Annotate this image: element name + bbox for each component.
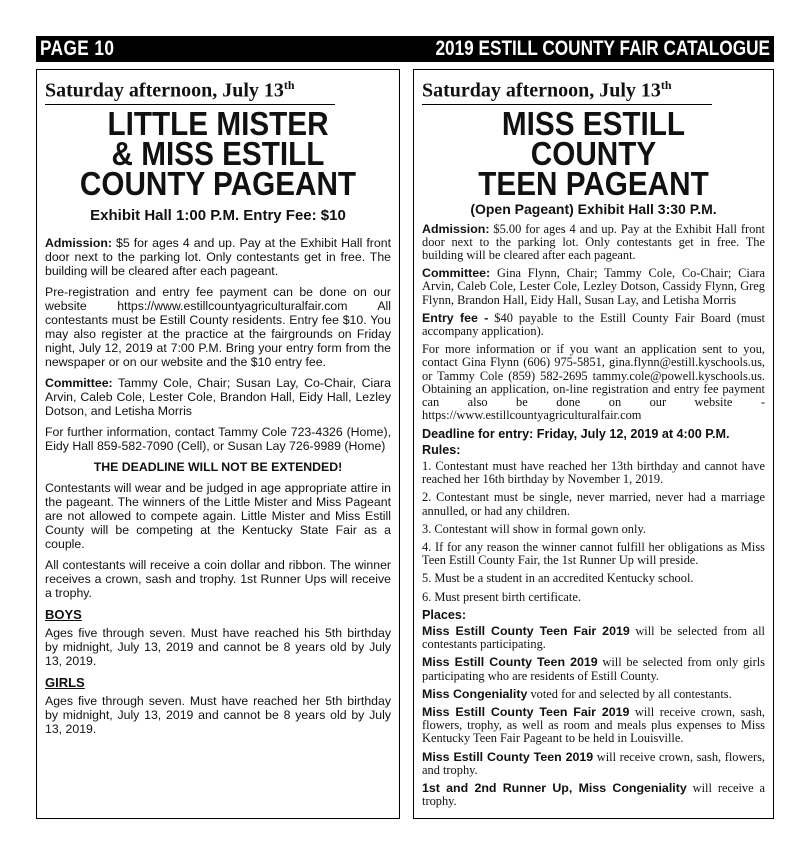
entry-fee-paragraph	[422, 312, 765, 338]
place-title: Miss Congeniality	[422, 686, 528, 701]
rule-item: 1. Contestant must have reached her 13th birthday and cannot have reached her 16th birthday by November 1, 2019.	[422, 458, 765, 487]
admission-label: Admission:	[422, 221, 490, 236]
admission-paragraph	[45, 236, 391, 278]
day-text: Saturday afternoon, July 13	[422, 79, 661, 102]
place-item	[422, 688, 765, 701]
committee-paragraph	[422, 267, 765, 307]
committee-label: Committee:	[422, 266, 491, 281]
admission-text: $5 for ages 4 and up. Pay at the Exhibit Hall front door next to the parking lot. Only contestants get in free. The building will be cleared after each pageant.	[45, 235, 391, 278]
admission-text: $5.00 for ages 4 and up. Pay at the Exhibit Hall front door next to the parking lot. Only contestants get in free. The building will be cleared after each pageant.	[422, 221, 765, 263]
contact-paragraph: For further information, contact Tammy Cole 723-4326 (Home), Eidy Hall 859-582-7090 (Cell), or Susan Lay 726-9989 (Home)	[45, 424, 391, 453]
committee-label: Committee:	[45, 375, 113, 390]
preregistration-paragraph: Pre-registration and entry fee payment can be done on our website https://www.estillcountyagriculturalfair.com All contestants must be Estill County residents. Entry fee $10. You may also register at the practice at the fairgrounds on Friday night, July 12, 2019 at 7:00 P.M. Bring your entry form from the newspaper or on our website and the $10 entry fee.	[45, 284, 391, 369]
event-info: (Open Pageant) Exhibit Hall 3:30 P.M.	[470, 200, 717, 217]
prizes-paragraph: All contestants will receive a coin dollar and ribbon. The winner receives a crown, sash and trophy. 1st Runner Ups will receive a trophy.	[45, 557, 391, 600]
deadline-line: Deadline for entry: Friday, July 12, 2019 at 4:00 P.M.	[422, 426, 730, 441]
rule-item: 5. Must be a student in an accredited Kentucky school.	[422, 571, 694, 586]
event-info: Exhibit Hall 1:00 P.M. Entry Fee: $10	[90, 206, 346, 224]
place-item	[422, 625, 765, 651]
day-suffix: th	[283, 78, 295, 92]
place-item	[422, 706, 765, 746]
rule-item: 3. Contestant will show in formal gown only.	[422, 521, 646, 536]
entry-fee-label: Entry fee -	[422, 310, 489, 325]
page-header-bar	[36, 36, 774, 62]
title-line-1: MISS ESTILL COUNTY	[501, 104, 686, 172]
catalogue-title: 2019 ESTILL COUNTY FAIR CATALOGUE	[435, 37, 770, 60]
title-line-2: TEEN PAGEANT	[478, 164, 709, 202]
rule-item: 4. If for any reason the winner cannot fulfill her obligations as Miss Teen Estill County Fair, the 1st Runner Up will preside.	[422, 539, 765, 568]
pageant-title	[439, 104, 748, 202]
boys-paragraph: Ages five through seven. Must have reached his 5th birthday by midnight, July 13, 2019 and cannot be 8 years old by July 13, 2019.	[45, 625, 391, 668]
admission-label: Admission:	[45, 235, 112, 250]
place-title: 1st and 2nd Runner Up, Miss Congeniality	[422, 780, 687, 795]
title-line-3: COUNTY PAGEANT	[79, 164, 357, 202]
day-header	[45, 72, 391, 104]
admission-paragraph	[422, 223, 765, 263]
place-text: will receive crown, sash, flowers, and trophy.	[422, 749, 765, 777]
right-column-teen-pageant	[413, 69, 774, 819]
place-title: Miss Estill County Teen 2019	[422, 749, 594, 764]
place-title: Miss Estill County Teen Fair 2019	[422, 704, 630, 719]
attire-paragraph: Contestants will wear and be judged in age appropriate attire in the pageant. The winners of the Little Mister and Miss Pageant are not allowed to compete again. Little Mister and Miss Estill County will be competing at the Kentucky State Fair as a couple.	[45, 480, 391, 551]
place-text: voted for and selected by all contestants.	[527, 686, 732, 701]
committee-text: Tammy Cole, Chair; Susan Lay, Co-Chair, Ciara Arvin, Caleb Cole, Lester Cole, Brandon Hall, Eidy Hall, Lezley Dotson, and Letisha Morris	[45, 375, 391, 418]
girls-paragraph: Ages five through seven. Must have reached her 5th birthday by midnight, July 13, 2019 and cannot be 8 years old by July 13, 2019.	[45, 693, 391, 736]
day-suffix: th	[660, 78, 672, 92]
rule-item: 2. Contestant must be single, never married, never had a marriage annulled, or had any children.	[422, 490, 765, 518]
day-header	[422, 72, 765, 104]
committee-text: Gina Flynn, Chair; Tammy Cole, Co-Chair; Ciara Arvin, Caleb Cole, Lester Cole, Lezley Dotson, Cassidy Flynn, Greg Flynn, Brandon Hall, Eidy Hall, Susan Lay, and Letisha Morris	[422, 266, 765, 307]
left-column-little-mister-pageant	[36, 69, 400, 819]
place-text: will be selected from all contestants participating.	[422, 623, 765, 652]
pageant-title	[62, 104, 373, 202]
deadline-notice: THE DEADLINE WILL NOT BE EXTENDED!	[93, 459, 343, 474]
title-line-1: LITTLE MISTER	[107, 104, 329, 142]
info-paragraph: For more information or if you want an application sent to you, contact Gina Flynn (606) 975-5851, gina.flynn@estill.kyschools.us, or Tammy Cole (859) 582-2695 tammy.cole@powell.kyschools.us. Obtaining an application, on-line registration and entry fee payment can also be done on our website - https://www.estillcountyagriculturalfair.com	[422, 342, 765, 423]
boys-heading: BOYS	[45, 606, 82, 622]
committee-paragraph	[45, 376, 391, 418]
place-title: Miss Estill County Teen 2019	[422, 655, 598, 670]
rules-heading: Rules:	[422, 442, 461, 457]
place-item	[422, 656, 765, 682]
girls-heading: GIRLS	[45, 674, 85, 690]
place-title: Miss Estill County Teen Fair 2019	[422, 623, 630, 638]
day-text: Saturday afternoon, July 13	[45, 79, 284, 102]
page-number: PAGE 10	[40, 37, 115, 60]
title-line-2: & MISS ESTILL	[111, 134, 325, 172]
place-item	[422, 751, 765, 777]
places-heading: Places:	[422, 607, 467, 622]
place-item	[422, 782, 765, 808]
rule-item: 6. Must present birth certificate.	[422, 589, 581, 604]
entry-fee-text: $40 payable to the Estill County Fair Board (must accompany application).	[422, 310, 765, 339]
place-text: will receive a trophy.	[422, 780, 765, 809]
place-text: will be selected from only girls participating who are residents of Estill County.	[422, 655, 765, 683]
place-text: will receive crown, sash, flowers, trophy, as well as room and meals plus expenses to Miss Kentucky Teen Fair Pageant to be held in Louisville.	[422, 704, 765, 746]
